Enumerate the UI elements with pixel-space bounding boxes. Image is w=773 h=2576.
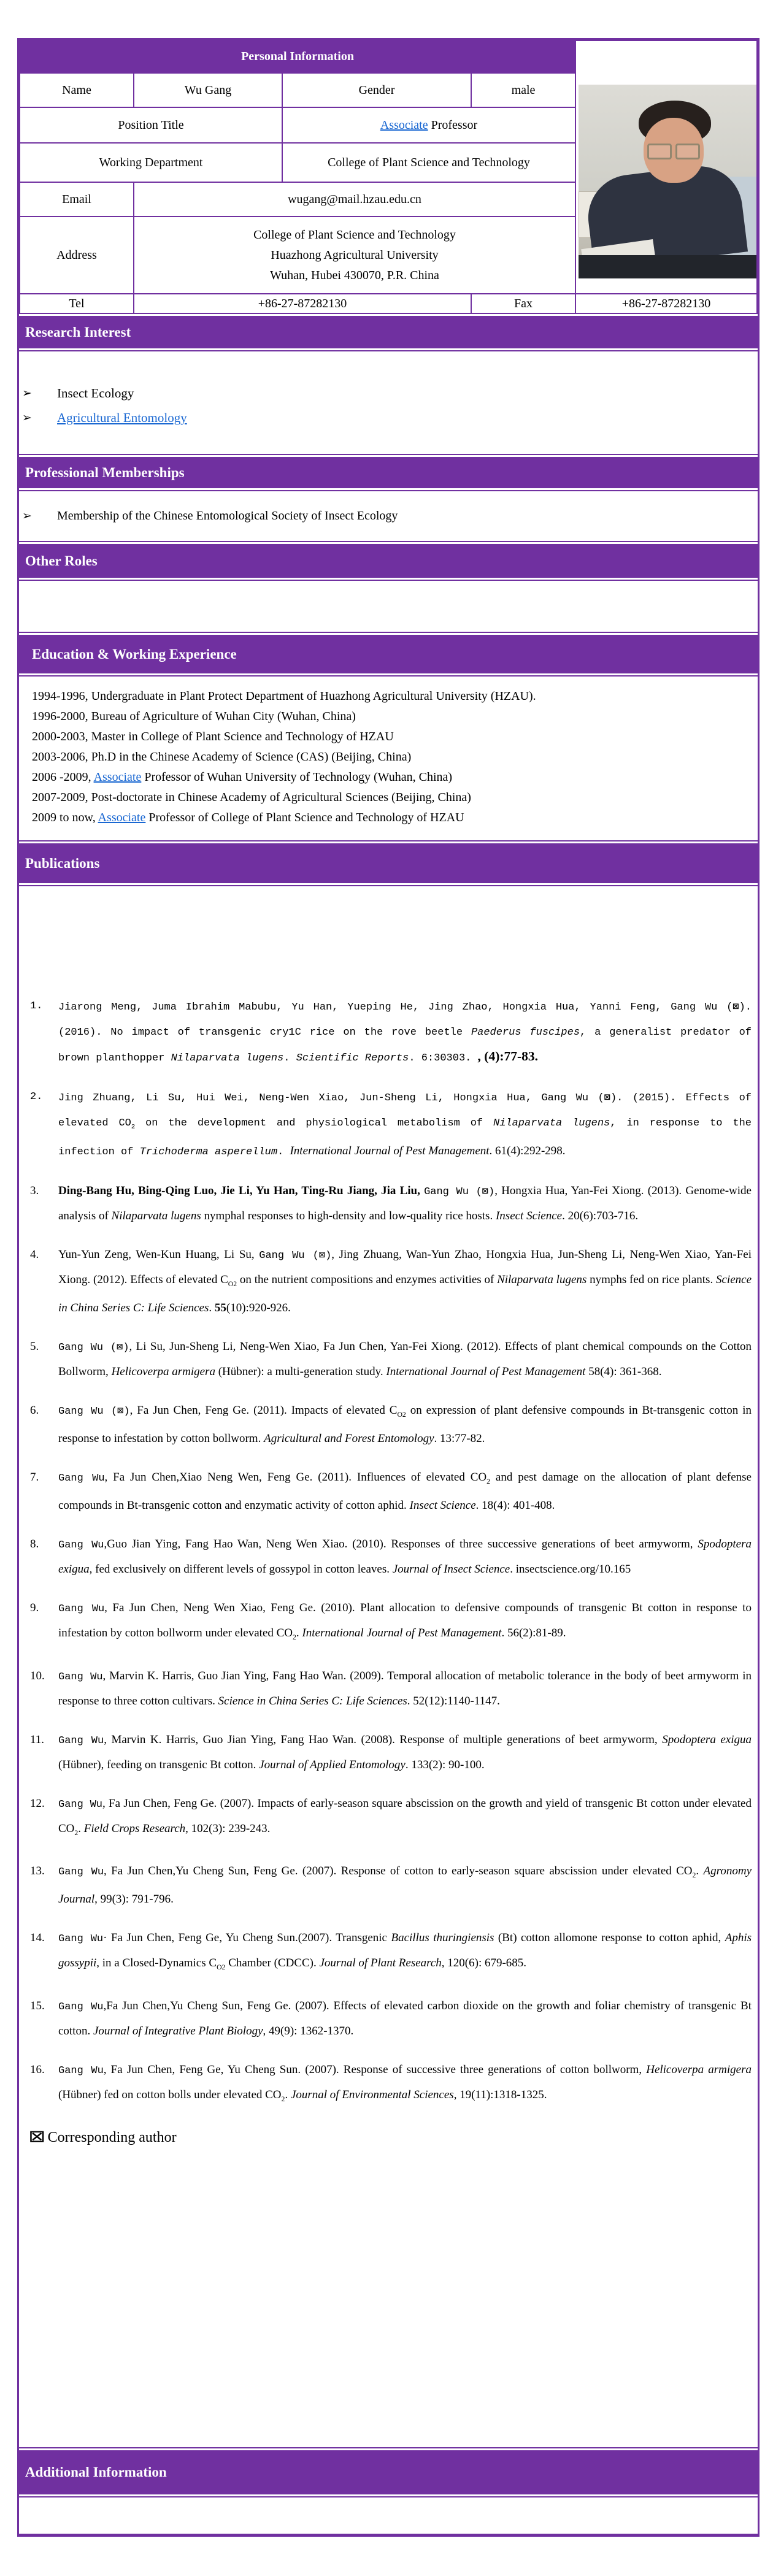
publication-item bbox=[19, 1596, 758, 1649]
publication-number: 7. bbox=[30, 1470, 39, 1484]
tel-value: +86-27-87282130 bbox=[134, 294, 471, 313]
publications-box bbox=[19, 885, 758, 2448]
publication-item bbox=[19, 1859, 758, 1911]
publication-item bbox=[19, 994, 758, 1070]
arrow-bullet-icon: ➢ bbox=[22, 386, 32, 400]
email-label: Email bbox=[20, 182, 134, 217]
email-value: wugang@mail.hzau.edu.cn bbox=[134, 182, 575, 217]
publication-item bbox=[19, 1728, 758, 1777]
membership-item bbox=[19, 504, 758, 528]
research-item bbox=[19, 405, 758, 430]
publication-text: Gang Wu, Fa Jun Chen, Feng Ge, Yu Cheng Sun. (2007). Response of successive three generations of cotton bollworm, Helicoverpa armigera (Hübner) fed on cotton bolls under elevated $CO_2$. Journal of Environmental Sciences, 19(11):1318-1325. bbox=[58, 2063, 752, 2103]
publication-number: 13. bbox=[30, 1865, 45, 1878]
corresponding-author-note: ⊠ Corresponding author bbox=[28, 2126, 177, 2145]
publication-text: Gang Wu· Fa Jun Chen, Feng Ge, Yu Cheng Sun.(2007). Transgenic Bacillus thuringiensis (Bt) cotton allomone response to cotton aphid, Aphis gossypii, in a Closed-Dynamics $C_{O2}$ Chamber (CDCC). Journal of Plant Research, 120(6): 679-685. bbox=[58, 1931, 752, 1971]
position-title-value: Associate Professor bbox=[282, 107, 575, 143]
publication-number: 4. bbox=[30, 1248, 39, 1262]
address-line: College of Plant Science and Technology bbox=[253, 228, 456, 242]
arrow-bullet-icon: ➢ bbox=[22, 411, 32, 424]
publication-item bbox=[19, 1243, 758, 1320]
education-box bbox=[19, 675, 758, 841]
publication-number: 12. bbox=[30, 1796, 45, 1810]
publication-text: Jing Zhuang, Li Su, Hui Wei, Neng-Wen Xiao, Jun-Sheng Li, Hongxia Hua, Gang Wu (⊠). (2015). Effects of elevated $CO_2$ on the development and physiological metabolism of Nilaparvata lugens, in response to the infection of Trichoderma asperellum. International Journal of Pest Management. 61(4):292-298. bbox=[58, 1092, 752, 1159]
publication-item bbox=[19, 1792, 758, 1845]
publication-number: 8. bbox=[30, 1537, 39, 1551]
section-header-personal-information bbox=[20, 40, 575, 73]
publication-number: 15. bbox=[30, 1999, 45, 2012]
publication-number: 16. bbox=[30, 2063, 45, 2076]
professional-memberships-box bbox=[19, 490, 758, 542]
section-header-education-working-experience bbox=[19, 635, 758, 673]
other-roles-box bbox=[19, 580, 758, 633]
publication-item bbox=[19, 1664, 758, 1713]
publications-list bbox=[19, 994, 758, 2111]
publication-item bbox=[19, 1926, 758, 1979]
publication-item bbox=[19, 1179, 758, 1228]
section-title: Research Interest bbox=[25, 324, 131, 340]
education-line: 1996-2000, Bureau of Agriculture of Wuhan City (Wuhan, China) bbox=[32, 710, 356, 723]
address-line: Huazhong Agricultural University bbox=[271, 248, 439, 262]
section-title: Personal Information bbox=[241, 50, 354, 63]
education-line: 2006 -2009, Associate Professor of Wuhan University of Technology (Wuhan, China) bbox=[32, 770, 453, 784]
publication-item bbox=[19, 1398, 758, 1451]
education-line: 1994-1996, Undergraduate in Plant Protect Department of Huazhong Agricultural University (HZAU). bbox=[32, 689, 536, 703]
publication-text: Gang Wu, Fa Jun Chen, Feng Ge. (2007). Impacts of early-season square abscission on the growth and yield of transgenic Bt cotton under elevated $CO_2$. Field Crops Research, 102(3): 239-243. bbox=[58, 1796, 752, 1837]
address-label: Address bbox=[20, 217, 134, 294]
envelope-icon: ⊠ bbox=[28, 2126, 46, 2145]
publication-number: 3. bbox=[30, 1184, 39, 1198]
publication-text: Jiarong Meng, Juma Ibrahim Mabubu, Yu Han, Yueping He, Jing Zhao, Hongxia Hua, Yanni Feng, Gang Wu (⊠). (2016). No impact of transgenic cry1C rice on the rove beetle Paederus fuscipes, a generalist predator of brown planthopper Nilaparvata lugens. Scientific Reports. 6:30303. , (4):77-83. bbox=[58, 1002, 752, 1064]
publication-text: Gang Wu, Fa Jun Chen, Neng Wen Xiao, Feng Ge. (2010). Plant allocation to defensive compounds of transgenic Bt cotton in response to infestation by cotton bollworm under elevated $CO_2$. International Journal of Pest Management. 56(2):81-89. bbox=[58, 1601, 752, 1641]
section-title: Professional Memberships bbox=[25, 464, 185, 480]
photo-glasses-right bbox=[675, 144, 700, 159]
publication-number: 6. bbox=[30, 1404, 39, 1417]
photo-cell bbox=[575, 40, 757, 294]
education-line: 2003-2006, Ph.D in the Chinese Academy of Science (CAS) (Beijing, China) bbox=[32, 750, 412, 764]
publication-text: Ding-Bang Hu, Bing-Qing Luo, Jie Li, Yu Han, Ting-Ru Jiang, Jia Liu, Gang Wu (⊠), Hongxia Hua, Yan-Fei Xiong. (2013). Genome-wide analysis of Nilaparvata lugens nymphal responses to high-density and low-quality rice hosts. Insect Science. 20(6):703-716. bbox=[58, 1184, 752, 1223]
section-header-publications bbox=[19, 843, 758, 883]
additional-information-box bbox=[19, 2496, 758, 2535]
section-header-research-interest bbox=[19, 316, 758, 348]
section-title: Other Roles bbox=[25, 553, 98, 569]
publication-text: Gang Wu (⊠), Fa Jun Chen, Feng Ge. (2011). Impacts of elevated $C_{O2}$ on expression of plant defensive compounds in Bt-transgenic cotton in response to infestation by cotton bollworm. Agricultural and Forest Entomology. 13:77-82. bbox=[58, 1404, 752, 1445]
publication-text: Gang Wu, Fa Jun Chen,Xiao Neng Wen, Feng Ge. (2011). Influences of elevated $CO_2$ and pest damage on the allocation of plant defense compounds in Bt-transgenic cotton and enzymatic activity of cotton aphid. Insect Science. 18(4): 401-408. bbox=[58, 1470, 752, 1512]
publication-text: Gang Wu, Marvin K. Harris, Guo Jian Ying, Fang Hao Wan. (2008). Response of multiple generations of beet armyworm, Spodoptera exigua (Hübner), feeding on transgenic Bt cotton. Journal of Applied Entomology. 133(2): 90-100. bbox=[58, 1733, 752, 1771]
arrow-bullet-icon: ➢ bbox=[22, 509, 32, 523]
profile-photo bbox=[579, 85, 756, 278]
publication-text: Gang Wu,Fa Jun Chen,Yu Cheng Sun, Feng Ge. (2007). Effects of elevated carbon dioxide on the growth and foliar chemistry of transgenic Bt cotton. Journal of Integrative Plant Biology, 49(9): 1362-1370. bbox=[58, 1999, 752, 2037]
position-title-label: Position Title bbox=[20, 107, 282, 143]
fax-label: Fax bbox=[471, 294, 575, 313]
text-link[interactable]: Agricultural Entomology bbox=[57, 410, 187, 425]
education-line: 2007-2009, Post-doctorate in Chinese Academy of Agricultural Sciences (Beijing, China) bbox=[32, 791, 471, 804]
publication-text: Gang Wu, Marvin K. Harris, Guo Jian Ying, Fang Hao Wan. (2009). Temporal allocation of metabolic tolerance in the body of beet armyworm in response to three cotton cultivars. Science in China Series C: Life Sciences. 52(12):1140-1147. bbox=[58, 1669, 752, 1708]
photo-desk bbox=[579, 255, 756, 278]
text-link[interactable]: Associate bbox=[380, 118, 428, 132]
publication-text: Gang Wu (⊠), Li Su, Jun-Sheng Li, Neng-Wen Xiao, Fa Jun Chen, Yan-Fei Xiong. (2012). Effects of plant chemical compounds on the Cotton Bollworm, Helicoverpa armigera (Hübner): a multi-generation study. International Journal of Pest Management 58(4): 361-368. bbox=[58, 1340, 752, 1379]
text-link[interactable]: Associate bbox=[93, 770, 142, 784]
gender-value: male bbox=[471, 73, 575, 107]
address-value bbox=[134, 217, 575, 294]
publication-item bbox=[19, 1532, 758, 1581]
gender-label: Gender bbox=[282, 73, 471, 107]
name-value: Wu Gang bbox=[134, 73, 282, 107]
membership-item-text: Membership of the Chinese Entomological Society of Insect Ecology bbox=[57, 509, 398, 523]
section-title: Publications bbox=[25, 855, 100, 871]
section-header-additional-information bbox=[19, 2450, 758, 2494]
section-title: Education & Working Experience bbox=[32, 646, 237, 662]
publication-number: 11. bbox=[30, 1733, 45, 1746]
publication-text: Gang Wu, Fa Jun Chen,Yu Cheng Sun, Feng Ge. (2007). Response of cotton to early-season square abscission under elevated $CO_2$. Agronomy Journal, 99(3): 791-796. bbox=[58, 1865, 752, 1906]
personal-info-table bbox=[19, 40, 758, 314]
section-header-other-roles bbox=[19, 544, 758, 578]
working-department-label: Working Department bbox=[20, 143, 282, 182]
photo-glasses-left bbox=[647, 144, 672, 159]
publication-text: Gang Wu,Guo Jian Ying, Fang Hao Wan, Neng Wen Xiao. (2010). Responses of three successive generations of beet armyworm, Spodoptera exigua, fed exclusively on different levels of gossypol in cotton leaves. Journal of Insect Science. insectscience.org/10.165 bbox=[58, 1537, 752, 1576]
publication-item bbox=[19, 1335, 758, 1384]
publication-number: 1. bbox=[30, 1000, 43, 1012]
fax-value: +86-27-87282130 bbox=[575, 294, 757, 313]
publication-text: Yun-Yun Zeng, Wen-Kun Huang, Li Su, Gang Wu (⊠), Jing Zhuang, Wan-Yun Zhao, Hongxia Hua, Jun-Sheng Li, Neng-Wen Xiao, Yan-Fei Xiong. (2012). Effects of elevated $C_{O2}$ on the nutrient compositions and enzymes activities of Nilaparvata lugens nymphs fed on rice plants. Science in China Series C: Life Sciences. 55(10):920-926. bbox=[58, 1248, 752, 1315]
tel-label: Tel bbox=[20, 294, 134, 313]
publication-number: 2. bbox=[30, 1091, 43, 1103]
publication-number: 9. bbox=[30, 1601, 39, 1614]
research-item-text bbox=[57, 405, 187, 430]
address-line: Wuhan, Hubei 430070, P.R. China bbox=[270, 268, 439, 282]
publication-number: 10. bbox=[30, 1669, 45, 1682]
publication-item bbox=[19, 2058, 758, 2111]
faculty-profile-page bbox=[17, 38, 760, 2537]
research-item-text: Insect Ecology bbox=[57, 386, 134, 401]
publication-number: 5. bbox=[30, 1340, 39, 1354]
publication-item bbox=[19, 1994, 758, 2043]
section-title: Additional Information bbox=[25, 2464, 167, 2480]
publication-item bbox=[19, 1465, 758, 1517]
working-department-value: College of Plant Science and Technology bbox=[282, 143, 575, 182]
name-label: Name bbox=[20, 73, 134, 107]
publication-number: 14. bbox=[30, 1931, 45, 1945]
text-link[interactable]: Associate bbox=[98, 811, 146, 824]
section-header-professional-memberships bbox=[19, 457, 758, 488]
research-item bbox=[19, 381, 758, 405]
research-interest-box bbox=[19, 350, 758, 455]
education-line: 2000-2003, Master in College of Plant Science and Technology of HZAU bbox=[32, 730, 394, 743]
education-line: 2009 to now, Associate Professor of College of Plant Science and Technology of HZAU bbox=[32, 811, 464, 824]
publication-item bbox=[19, 1085, 758, 1164]
